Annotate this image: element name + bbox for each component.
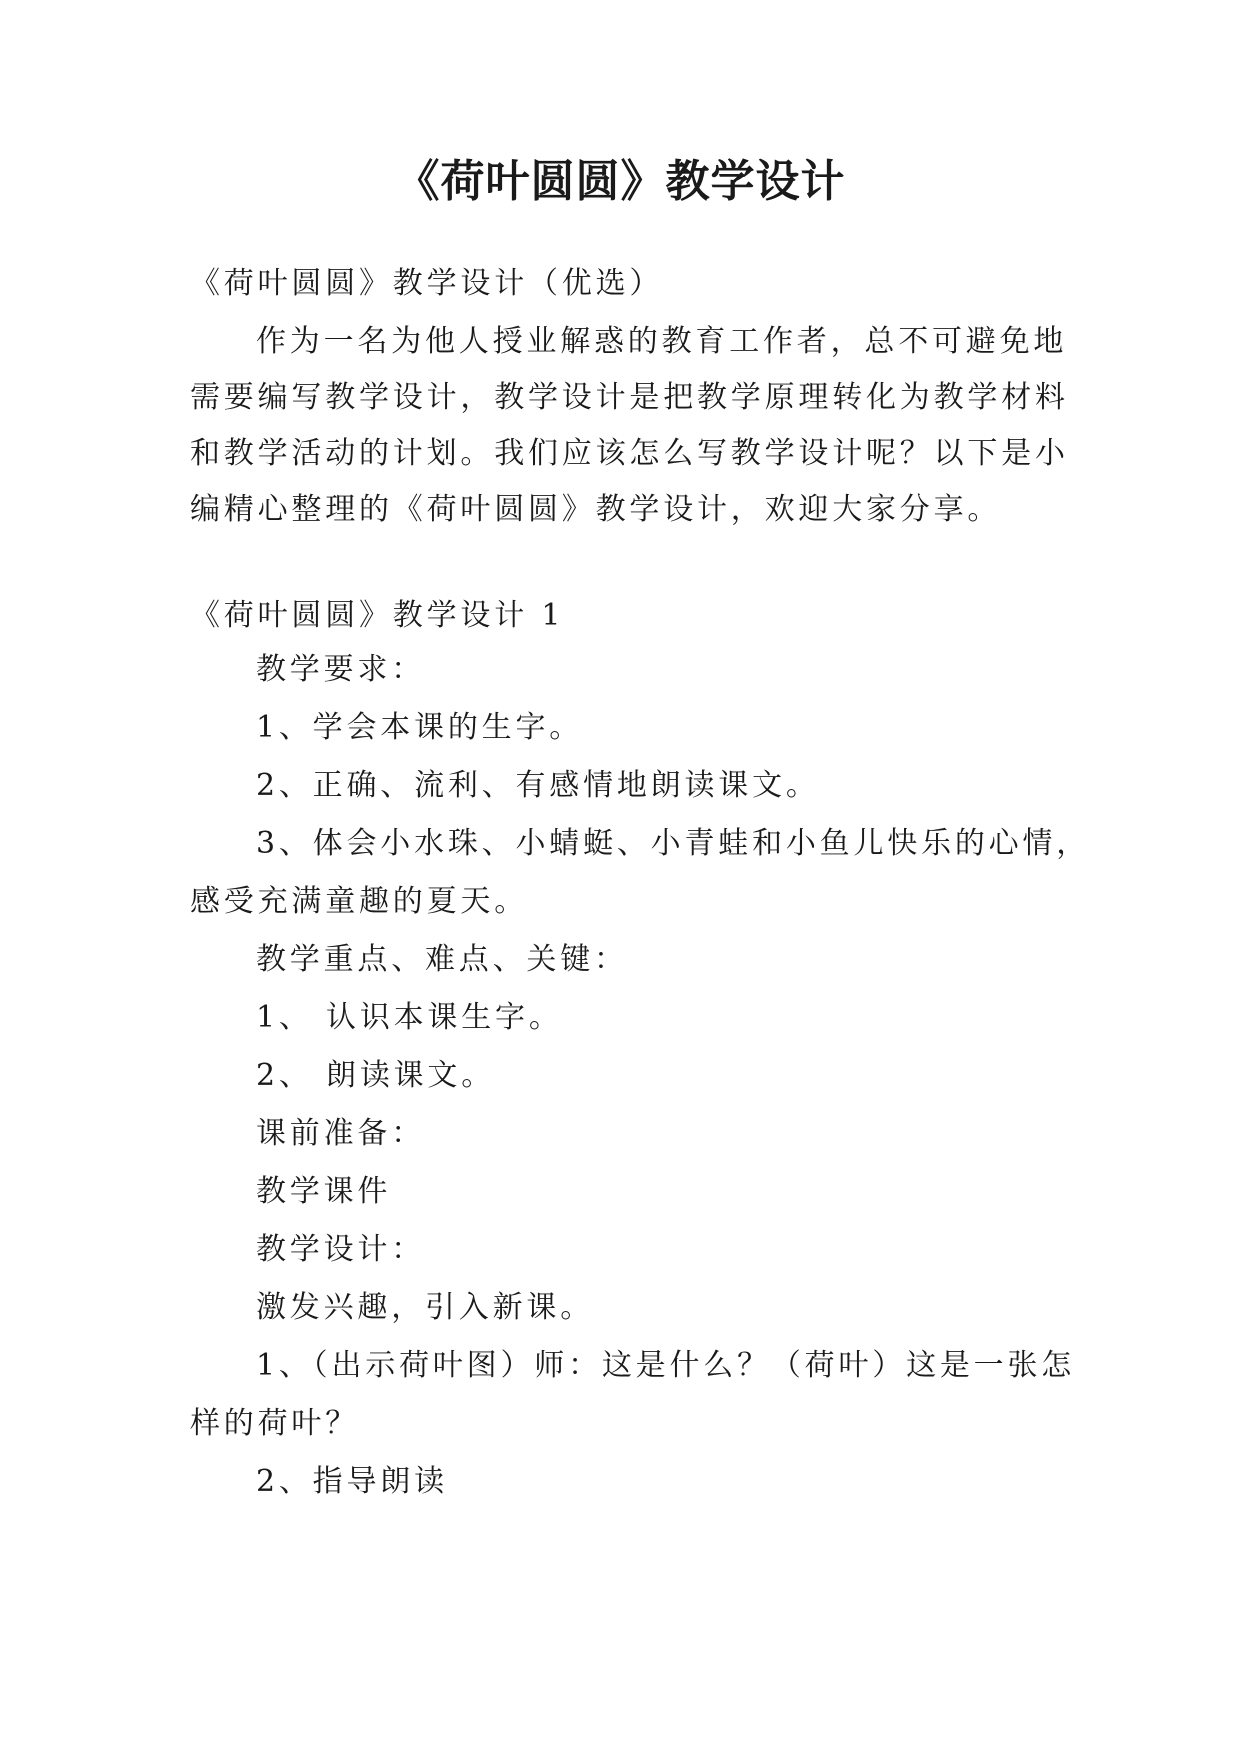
body-line: 2、 朗读课文。 (256, 1058, 496, 1093)
section-heading: 《荷叶圆圆》教学设计 1 (190, 598, 565, 633)
body-line: 教学课件 (256, 1174, 392, 1209)
intro-line: 作为一名为他人授业解惑的教育工作者，总不可避免地 (256, 324, 1068, 359)
body-line: 课前准备： (256, 1116, 425, 1151)
body-line: 激发兴趣，引入新课。 (256, 1290, 594, 1325)
body-line: 1、学会本课的生字。 (256, 710, 584, 745)
document-title: 《荷叶圆圆》教学设计 (395, 156, 846, 207)
intro-line: 编精心整理的《荷叶圆圆》教学设计，欢迎大家分享。 (190, 492, 1002, 527)
intro-line: 和教学活动的计划。我们应该怎么写教学设计呢？以下是小 (190, 436, 1069, 471)
body-line: 教学设计： (256, 1232, 425, 1267)
body-line: 感受充满童趣的夏天。 (190, 884, 528, 919)
intro-line: 需要编写教学设计，教学设计是把教学原理转化为教学材料 (190, 380, 1069, 415)
body-line: 教学重点、难点、关键： (256, 942, 628, 977)
body-line: 样的荷叶？ (190, 1406, 359, 1441)
body-line: 教学要求： (256, 652, 425, 687)
subtitle-line: 《荷叶圆圆》教学设计（优选） (190, 266, 664, 301)
body-line: 1、（出示荷叶图）师：这是什么？（荷叶）这是一张怎 (256, 1348, 1076, 1383)
body-line: 2、指导朗读 (256, 1464, 448, 1499)
body-line: 3、体会小水珠、小蜻蜓、小青蛙和小鱼儿快乐的心情， (256, 826, 1091, 861)
body-line: 1、 认识本课生字。 (256, 1000, 563, 1035)
body-line: 2、正确、流利、有感情地朗读课文。 (256, 768, 820, 803)
